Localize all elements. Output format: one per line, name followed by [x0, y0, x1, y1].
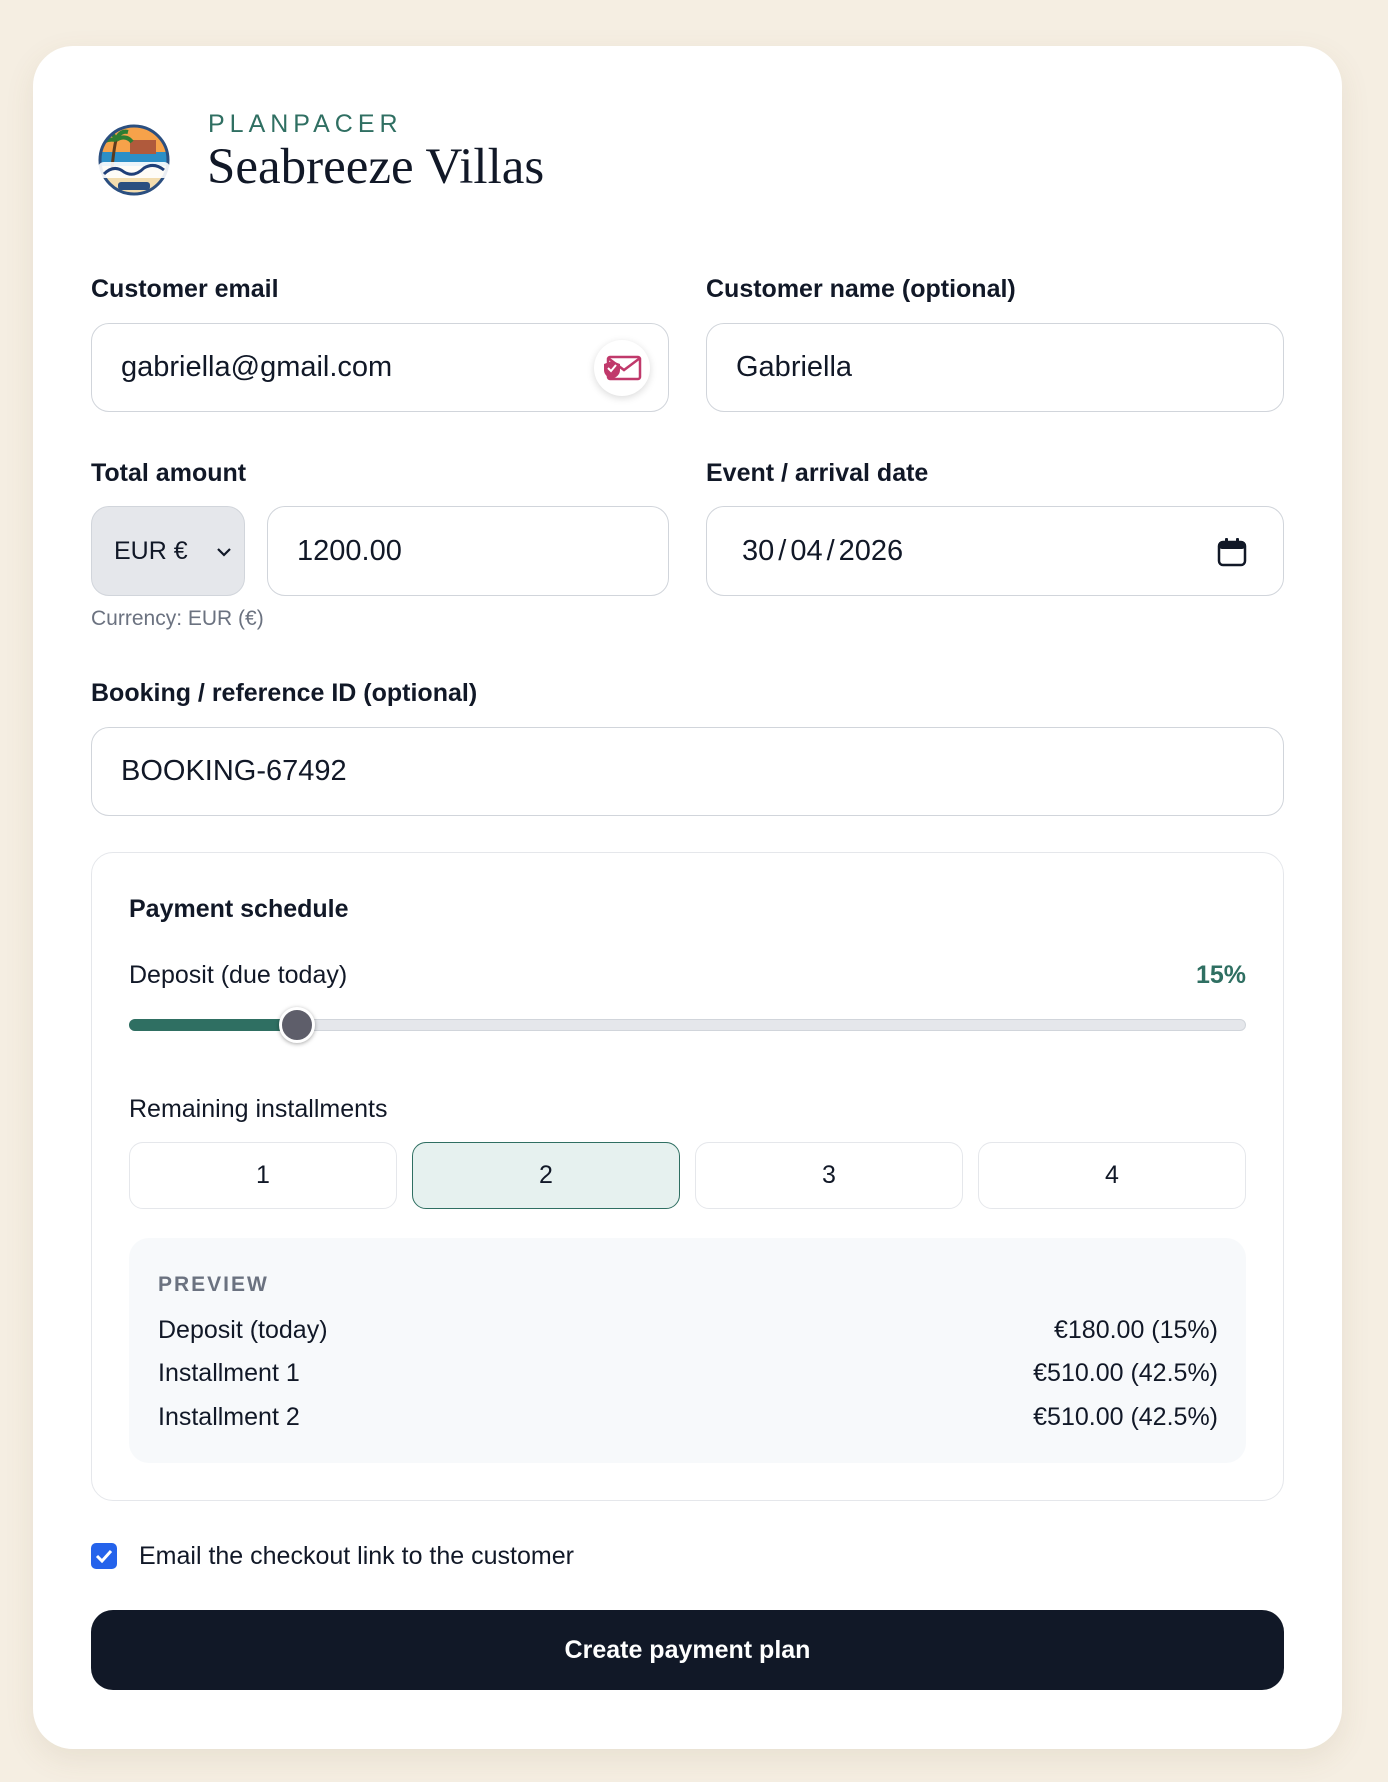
calendar-icon[interactable]: [1217, 537, 1247, 567]
deposit-label: Deposit (due today): [129, 961, 348, 989]
amount-input[interactable]: [267, 506, 669, 596]
currency-select[interactable]: [91, 506, 245, 596]
checkmark-icon: [95, 1549, 113, 1563]
preview-row-value: €510.00 (42.5%): [1033, 1359, 1218, 1387]
chevron-down-icon: [216, 547, 232, 557]
amount-value: 1200.00: [297, 534, 402, 567]
seabreeze-villas-logo: [92, 118, 176, 202]
installment-option-1[interactable]: 1: [129, 1142, 397, 1209]
payment-schedule-title: Payment schedule: [129, 895, 349, 923]
email-value: gabriella@gmail.com: [121, 351, 393, 383]
preview-row-label: Deposit (today): [158, 1316, 328, 1344]
date-year: 2026: [838, 534, 904, 567]
create-payment-plan-button[interactable]: Create payment plan: [91, 1610, 1284, 1690]
secure-mail-icon[interactable]: [594, 340, 650, 396]
currency-hint: Currency: EUR (€): [91, 607, 264, 630]
name-value: Gabriella: [736, 351, 853, 383]
preview-heading: PREVIEW: [158, 1273, 269, 1296]
preview-row-value: €180.00 (15%): [1053, 1316, 1218, 1344]
date-separator: /: [826, 534, 835, 567]
currency-value: EUR €: [114, 536, 188, 565]
installment-option-4[interactable]: 4: [978, 1142, 1246, 1209]
installment-option-3[interactable]: 3: [695, 1142, 963, 1209]
deposit-slider-thumb[interactable]: [279, 1007, 315, 1043]
date-label: Event / arrival date: [706, 459, 929, 487]
booking-label: Booking / reference ID (optional): [91, 679, 478, 707]
email-link-checkbox[interactable]: [91, 1543, 117, 1569]
date-separator: /: [778, 534, 787, 567]
brand-kicker: PLANPACER: [208, 110, 403, 138]
date-input[interactable]: [706, 506, 1284, 596]
date-day: 30: [742, 534, 775, 567]
name-label: Customer name (optional): [706, 275, 1016, 303]
email-link-label[interactable]: Email the checkout link to the customer: [139, 1542, 574, 1570]
date-month: 04: [790, 534, 823, 567]
preview-row-label: Installment 2: [158, 1403, 300, 1431]
email-input[interactable]: [91, 323, 669, 412]
booking-input[interactable]: [91, 727, 1284, 816]
preview-row-label: Installment 1: [158, 1359, 300, 1387]
booking-value: BOOKING-67492: [121, 755, 347, 787]
installments-label: Remaining installments: [129, 1095, 388, 1123]
preview-row-value: €510.00 (42.5%): [1033, 1403, 1218, 1431]
email-label: Customer email: [91, 275, 279, 303]
installment-option-2[interactable]: 2: [412, 1142, 680, 1209]
deposit-slider-fill: [129, 1019, 297, 1031]
business-title: Seabreeze Villas: [207, 139, 545, 195]
name-input[interactable]: [706, 323, 1284, 412]
amount-label: Total amount: [91, 459, 247, 487]
deposit-percent: 15%: [1195, 961, 1246, 989]
